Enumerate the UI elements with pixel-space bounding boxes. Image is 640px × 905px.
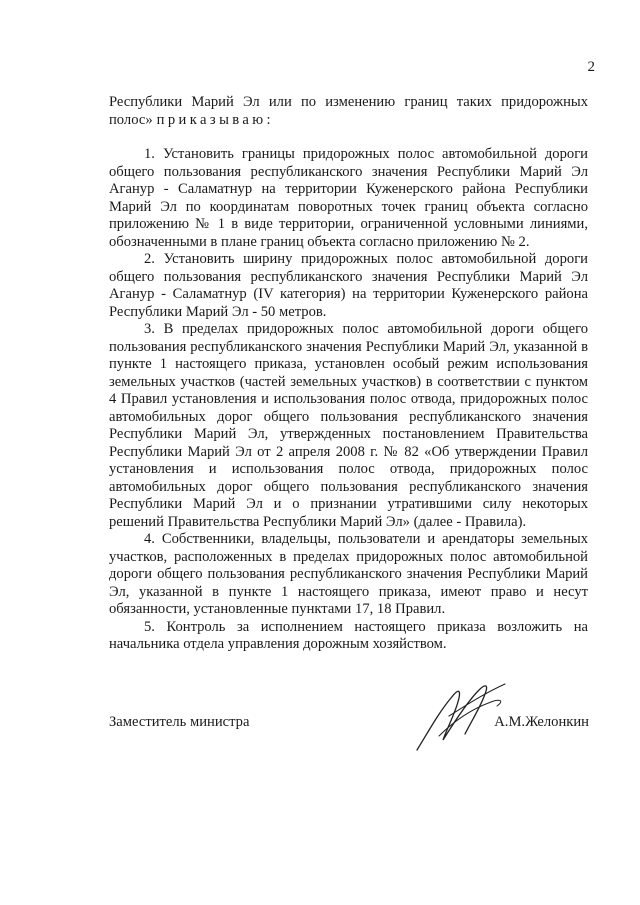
document-body (109, 94, 588, 654)
paragraph-5: 5. Контроль за исполнением настоящего приказа возложить на начальника отдела управления дорожным хозяйством. (109, 618, 588, 652)
page-number: 2 (587, 59, 595, 75)
paragraph-3: 3. В пределах придорожных полос автомобильной дороги общего пользования республиканского значения Республики Марий Эл, указанной в пункте 1 настоящего приказа, установлен особый режим использования земельных участков (частей земельных участков) в соответствии с пунктом 4 Правил установления и использования полос отвода, придорожных полос автомобильных дорог общего пользования республиканского значения Республики Марий Эл, утвержденных постановлением Правительства Республики Марий Эл от 2 апреля 2008 г. № 82 «Об утверждении Правил установления и использования полос отвода, придорожных полос автомобильных дорог общего пользования республиканского значения Республики Марий Эл и о признании утратившими силу некоторых решений Правительства Республики Марий Эл» (далее - Правила). (109, 321, 588, 530)
intro-text: Республики Марий Эл или по изменению границ таких придорожных полос» (109, 94, 588, 128)
paragraph-2: 2. Установить ширину придорожных полос автомобильной дороги общего пользования республиканского значения Республики Марий Эл Аганур - Саламатнур (IV категория) на территории Куженерского района Республики Марий Эл - 50 метров. (109, 251, 588, 320)
signature-block (109, 676, 589, 766)
signatory-title: Заместитель министра (109, 714, 250, 730)
paragraph-1: 1. Установить границы придорожных полос автомобильной дороги общего пользования республиканского значения Республики Марий Эл Аганур - Саламатнур на территории Куженерского района Республики Марий Эл по координатам поворотных точек границ объекта согласно приложению № 1 в виде территории, ограниченной условными линиями, обозначенными в плане границ объекта согласно приложению № 2. (109, 146, 588, 250)
signatory-name: А.М.Желонкин (494, 714, 589, 730)
order-word: приказываю: (156, 111, 275, 128)
intro-paragraph (109, 94, 588, 129)
paragraph-4: 4. Собственники, владельцы, пользователи и арендаторы земельных участков, расположенных в пределах придорожных полос автомобильной дороги общего пользования республиканского значения Республики Марий Эл, указанной в пункте 1 настоящего приказа, имеют право и несут обязанности, установленные пунктами 17, 18 Правил. (109, 531, 588, 617)
